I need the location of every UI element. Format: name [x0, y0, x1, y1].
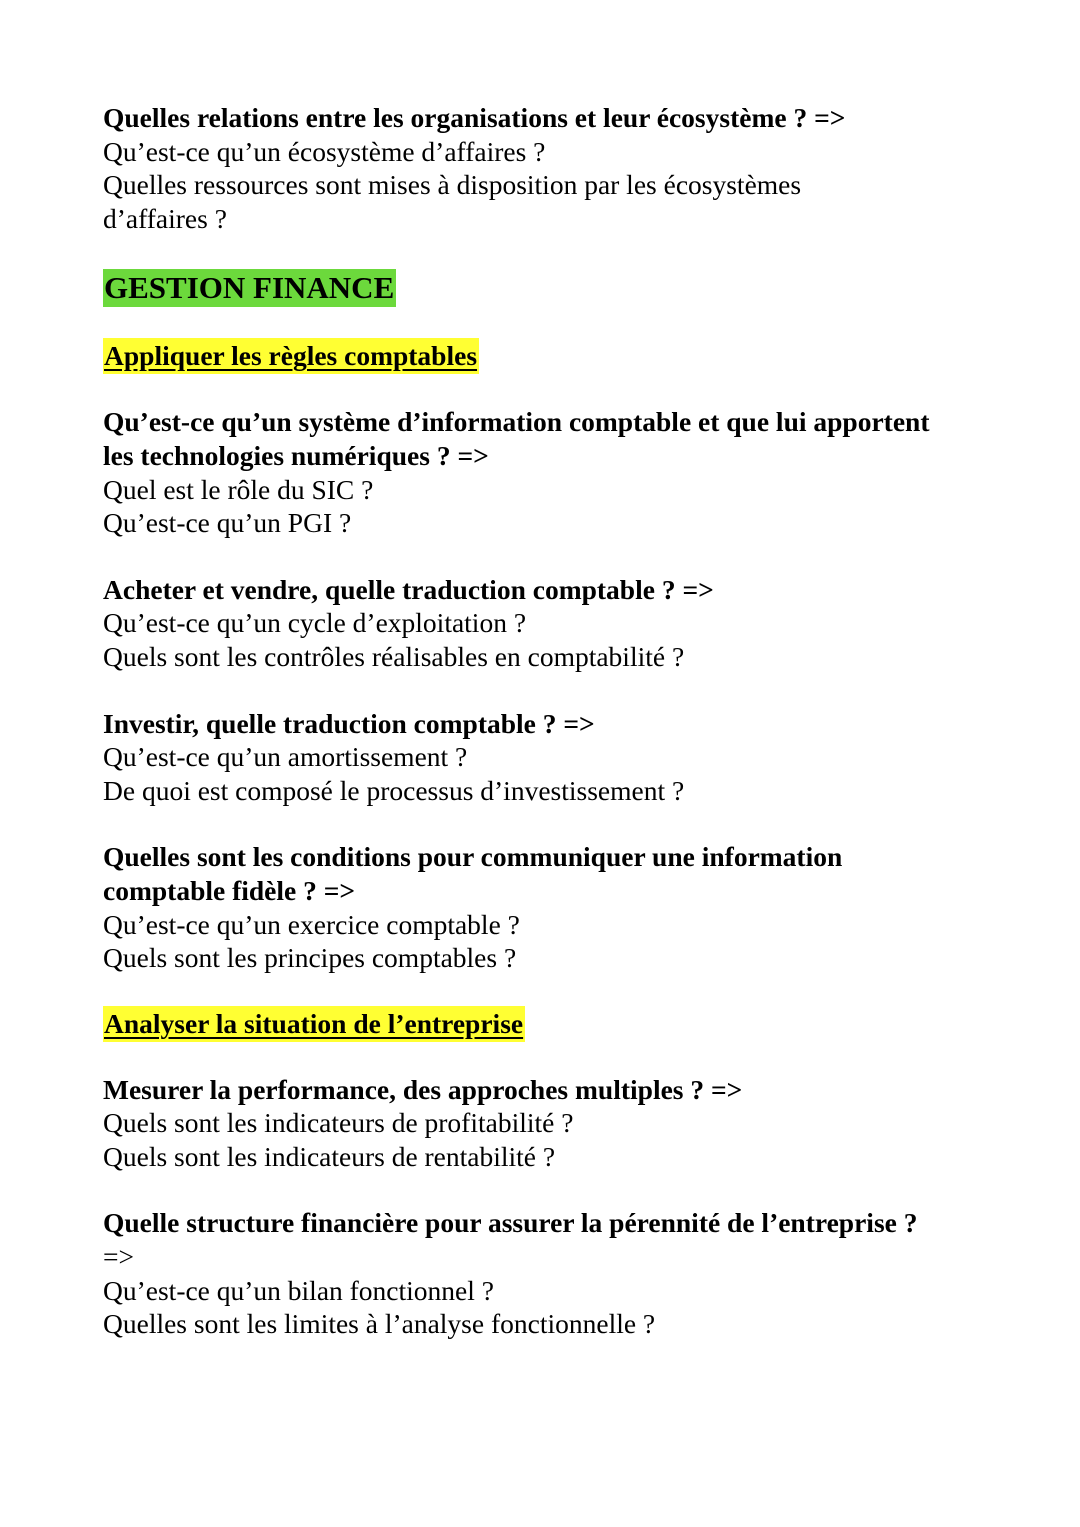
question-group — [103, 1206, 1003, 1340]
question-heading: Investir, quelle traduction comptable ? => — [103, 707, 595, 739]
question-group — [103, 1073, 1003, 1174]
question-line: Quels sont les indicateurs de profitabilité ? — [103, 1107, 574, 1139]
question-group-ecosysteme — [103, 101, 1003, 235]
section-title — [103, 269, 1003, 308]
section-title-text: GESTION FINANCE — [104, 270, 395, 306]
subsection-title-text: Appliquer les règles comptables — [103, 338, 479, 374]
question-heading: Quelle structure financière pour assurer la pérennité de l’entreprise ? — [103, 1207, 918, 1239]
question-line: Qu’est-ce qu’un PGI ? — [103, 507, 352, 539]
question-heading: les technologies numériques ? => — [103, 439, 489, 471]
question-line: Qu’est-ce qu’un amortissement ? — [103, 741, 468, 773]
question-line: Qu’est-ce qu’un exercice comptable ? — [103, 908, 520, 940]
question-group — [103, 707, 1003, 808]
question-line: Qu’est-ce qu’un cycle d’exploitation ? — [103, 607, 527, 639]
question-line: Quel est le rôle du SIC ? — [103, 473, 374, 505]
question-line: Qu’est-ce qu’un bilan fonctionnel ? — [103, 1274, 494, 1306]
question-line: Quelles sont les limites à l’analyse fonctionnelle ? — [103, 1308, 656, 1340]
subsection-title — [103, 338, 1003, 374]
question-heading: Qu’est-ce qu’un système d’information comptable et que lui apportent — [103, 406, 930, 438]
question-arrow: => — [103, 1241, 135, 1273]
question-line: Qu’est-ce qu’un écosystème d’affaires ? — [103, 135, 546, 167]
question-line: Quels sont les principes comptables ? — [103, 942, 517, 974]
question-line: De quoi est composé le processus d’investissement ? — [103, 774, 685, 806]
question-group — [103, 405, 1003, 539]
subsection-title-text: Analyser la situation de l’entreprise — [103, 1006, 525, 1042]
document-page — [103, 101, 1003, 1341]
subsection-title — [103, 1006, 1003, 1042]
question-heading: Quelles relations entre les organisations et leur écosystème ? => — [103, 102, 846, 133]
question-group — [103, 573, 1003, 674]
question-group — [103, 840, 1003, 974]
question-line: d’affaires ? — [103, 202, 227, 234]
question-heading: comptable fidèle ? => — [103, 874, 356, 906]
question-heading: Acheter et vendre, quelle traduction comptable ? => — [103, 573, 714, 605]
question-line: Quels sont les indicateurs de rentabilité ? — [103, 1140, 556, 1172]
question-heading: Quelles sont les conditions pour communiquer une information — [103, 841, 843, 873]
question-line: Quels sont les contrôles réalisables en comptabilité ? — [103, 640, 685, 672]
question-heading: Mesurer la performance, des approches multiples ? => — [103, 1073, 743, 1105]
question-line: Quelles ressources sont mises à disposition par les écosystèmes — [103, 169, 802, 201]
